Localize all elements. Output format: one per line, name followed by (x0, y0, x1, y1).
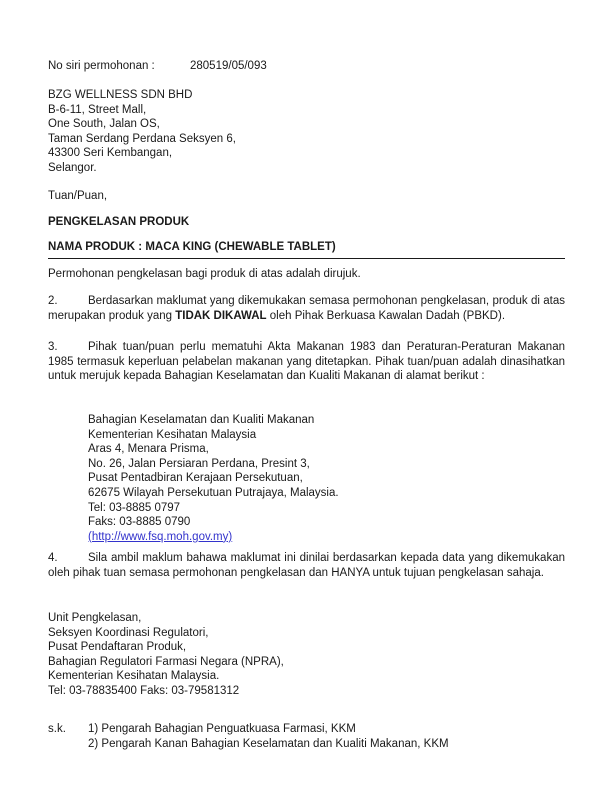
paragraph-text: oleh Pihak Berkuasa Kawalan Dadah (PBKD). (266, 309, 506, 322)
subject-heading: PENGKELASAN PRODUK (48, 216, 190, 228)
cc-items (88, 722, 565, 751)
divider-rule (48, 258, 565, 259)
address-line: 43300 Seri Kembangan, (48, 147, 173, 160)
address-line: No. 26, Jalan Persiaran Perdana, Presint 3, (88, 457, 310, 470)
paragraph-text: Pihak tuan/puan perlu mematuhi Akta Makanan 1983 dan Peraturan-Peraturan Makanan 1985 termasuk keperluan pelabelan makanan yang ditetapkan. Pihak tuan/puan adalah dinasihatkan untuk merujuk kepada Bahagian Keselamatan dan Kualiti Makanan di alamat berikut : (48, 341, 565, 383)
paragraph-3 (48, 340, 565, 384)
serial-value: 280519/05/093 (190, 60, 267, 72)
cc-label: s.k. (48, 723, 66, 735)
fax-line: Faks: 03-8885 0790 (88, 516, 191, 529)
intro-paragraph: Permohonan pengkelasan bagi produk di atas adalah dirujuk. (48, 268, 361, 280)
sender-line: Bahagian Regulatori Farmasi Negara (NPRA), (48, 655, 284, 668)
recipient-address (48, 88, 565, 176)
website-line (88, 530, 565, 545)
fsq-website-link[interactable]: (http://www.fsq.moh.gov.my) (88, 530, 233, 543)
paragraph-text: Sila ambil maklum bahawa maklumat ini dinilai berdasarkan kepada data yang dikemukakan oleh pihak tuan semasa permohonan pengkelasan dan HANYA untuk tujuan pengkelasan sahaja. (48, 552, 565, 579)
address-line: Aras 4, Menara Prisma, (88, 443, 209, 456)
address-line: Selangor. (48, 161, 97, 174)
address-line: Pusat Pentadbiran Kerajaan Persekutuan, (88, 472, 303, 485)
address-line: 62675 Wilayah Persekutuan Putrajaya, Malaysia. (88, 486, 339, 499)
address-line: BZG WELLNESS SDN BHD (48, 89, 193, 101)
paragraph-2 (48, 294, 565, 323)
serial-number-line (48, 59, 565, 74)
address-line: Bahagian Keselamatan dan Kualiti Makanan (88, 414, 315, 426)
sender-line: Seksyen Koordinasi Regulatori, (48, 626, 209, 639)
phone-line: Tel: 03-8885 0797 (88, 501, 181, 514)
salutation: Tuan/Puan, (48, 190, 108, 202)
paragraph-text: Berdasarkan maklumat yang dikemukakan semasa permohonan pengkelasan, produk di atas merupakan produk yang (48, 295, 565, 322)
sender-address-block (48, 611, 565, 699)
sender-contact-line: Tel: 03-78835400 Faks: 03-79581312 (48, 684, 240, 697)
address-line: One South, Jalan OS, (48, 118, 160, 131)
cc-item: 2) Pengarah Kanan Bahagian Keselamatan dan Kualiti Makanan, KKM (88, 737, 449, 750)
serial-label: No siri permohonan : (48, 60, 155, 72)
address-line: Taman Serdang Perdana Seksyen 6, (48, 132, 236, 145)
paragraph-number: 3. (48, 341, 58, 353)
address-line: Kementerian Kesihatan Malaysia (88, 428, 257, 441)
sender-line: Pusat Pendaftaran Produk, (48, 641, 187, 654)
paragraph-number: 4. (48, 552, 58, 564)
controlled-status-bold: TIDAK DIKAWAL (175, 309, 267, 322)
paragraph-number: 2. (48, 295, 58, 307)
fsq-address-block (48, 413, 565, 544)
product-name-heading: NAMA PRODUK : MACA KING (CHEWABLE TABLET) (48, 241, 336, 253)
address-line: B-6-11, Street Mall, (48, 103, 147, 116)
cc-item: 1) Pengarah Bahagian Penguatkuasa Farmasi, KKM (88, 723, 356, 735)
paragraph-4 (48, 551, 565, 580)
sender-line: Unit Pengkelasan, (48, 612, 142, 624)
sender-line: Kementerian Kesihatan Malaysia. (48, 670, 220, 683)
cc-block (48, 722, 565, 751)
